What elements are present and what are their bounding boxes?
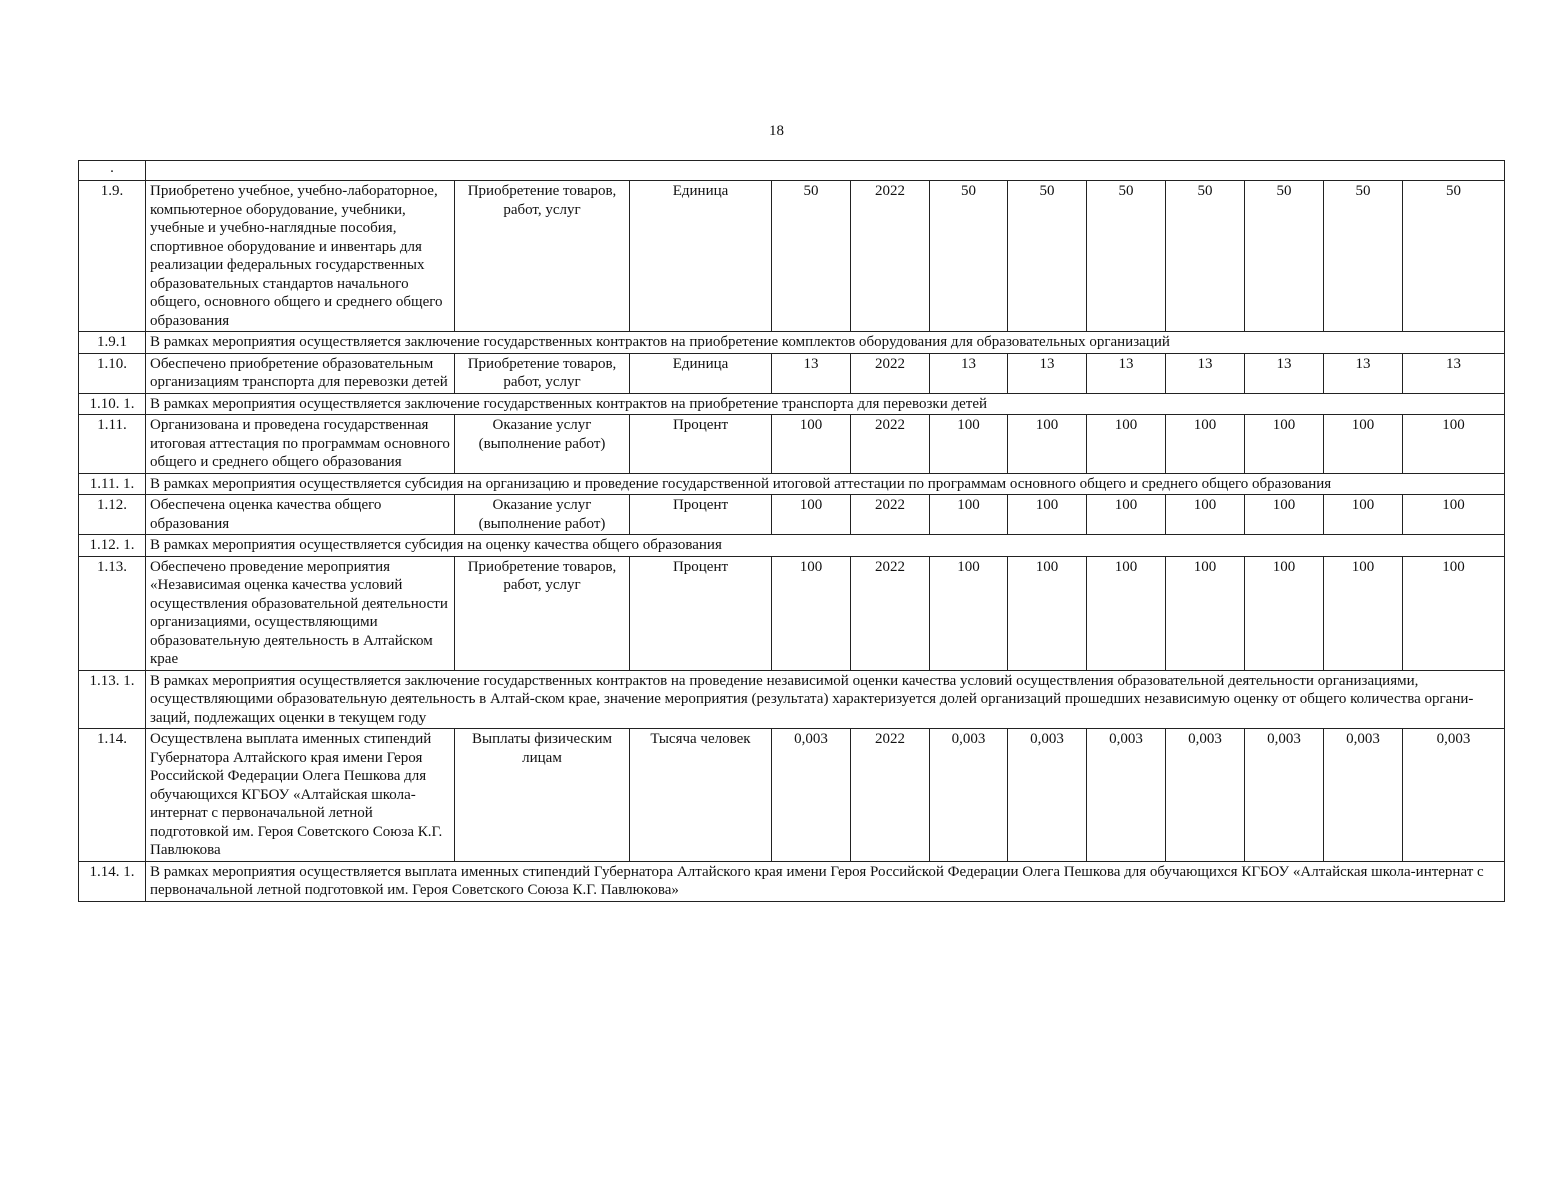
- row-base-value: 0,003: [772, 729, 851, 862]
- row-target-value: 100: [1166, 556, 1245, 670]
- row-base-value: 100: [772, 495, 851, 535]
- row-target-value: 0,003: [1324, 729, 1403, 862]
- row-description: Обеспечено проведение мероприятия «Независимая оценка качества условий осуществления образовательной деятельности организациями, осуществляющими образовательную деятельность в Алтайском крае: [146, 556, 455, 670]
- row-base-year: 2022: [851, 556, 930, 670]
- row-target-value: 100: [1087, 495, 1166, 535]
- row-target-value: 13: [1087, 353, 1166, 393]
- row-type: Приобретение товаров, работ, услуг: [455, 556, 630, 670]
- row-target-value: 100: [1403, 495, 1505, 535]
- row-target-value: 100: [1245, 495, 1324, 535]
- row-number: 1.12. 1.: [79, 535, 146, 557]
- indicator-row: [79, 556, 1505, 670]
- table-top-strip: [79, 161, 1505, 181]
- row-number: 1.10.: [79, 353, 146, 393]
- row-target-value: 50: [1087, 181, 1166, 332]
- row-note: В рамках мероприятия осуществляется заключение государственных контрактов на приобретение комплектов оборудования для образовательных организаций: [146, 332, 1505, 354]
- row-number: 1.14.: [79, 729, 146, 862]
- row-target-value: 100: [1324, 556, 1403, 670]
- row-target-value: 50: [1324, 181, 1403, 332]
- row-target-value: 13: [1008, 353, 1087, 393]
- row-base-value: 50: [772, 181, 851, 332]
- row-number: 1.10. 1.: [79, 393, 146, 415]
- row-target-value: 100: [1087, 556, 1166, 670]
- row-unit: Единица: [630, 181, 772, 332]
- row-target-value: 0,003: [1403, 729, 1505, 862]
- row-type: Оказание услуг (выполнение работ): [455, 415, 630, 474]
- row-target-value: 13: [1403, 353, 1505, 393]
- row-unit: Процент: [630, 415, 772, 474]
- note-row: [79, 861, 1505, 901]
- note-row: [79, 332, 1505, 354]
- row-target-value: 100: [1403, 415, 1505, 474]
- row-description: Обеспечена оценка качества общего образования: [146, 495, 455, 535]
- row-number: 1.13. 1.: [79, 670, 146, 729]
- row-target-value: 100: [930, 556, 1008, 670]
- row-target-value: 100: [930, 495, 1008, 535]
- row-target-value: 50: [1008, 181, 1087, 332]
- row-number: 1.9.1: [79, 332, 146, 354]
- row-base-value: 13: [772, 353, 851, 393]
- row-type: Приобретение товаров, работ, услуг: [455, 181, 630, 332]
- row-target-value: 100: [1324, 415, 1403, 474]
- row-target-value: 13: [1245, 353, 1324, 393]
- row-target-value: 100: [1166, 415, 1245, 474]
- row-base-year: 2022: [851, 181, 930, 332]
- row-base-year: 2022: [851, 415, 930, 474]
- row-target-value: 50: [1245, 181, 1324, 332]
- row-note: В рамках мероприятия осуществляется субсидия на оценку качества общего образования: [146, 535, 1505, 557]
- row-target-value: 0,003: [1166, 729, 1245, 862]
- row-target-value: 100: [1008, 556, 1087, 670]
- row-unit: Процент: [630, 556, 772, 670]
- row-unit: Процент: [630, 495, 772, 535]
- indicator-row: [79, 415, 1505, 474]
- row-target-value: 0,003: [1087, 729, 1166, 862]
- row-target-value: 100: [1008, 415, 1087, 474]
- row-note: В рамках мероприятия осуществляется заключение государственных контрактов на приобретение транспорта для перевозки детей: [146, 393, 1505, 415]
- row-target-value: 100: [930, 415, 1008, 474]
- row-target-value: 100: [1324, 495, 1403, 535]
- top-strip-body: [146, 161, 1505, 181]
- note-row: [79, 393, 1505, 415]
- row-number: 1.11.: [79, 415, 146, 474]
- row-target-value: 100: [1403, 556, 1505, 670]
- row-type: Приобретение товаров, работ, услуг: [455, 353, 630, 393]
- indicator-row: [79, 729, 1505, 862]
- row-base-value: 100: [772, 556, 851, 670]
- row-description: Приобретено учебное, учебно-лабораторное, компьютерное оборудование, учебники, учебные и учебно-наглядные пособия, спортивное оборудование и инвентарь для реализации федеральных государственных образовательных стандартов начального общего, основного общего и среднего общего образования: [146, 181, 455, 332]
- row-base-year: 2022: [851, 729, 930, 862]
- row-type: Оказание услуг (выполнение работ): [455, 495, 630, 535]
- row-type: Выплаты физическим лицам: [455, 729, 630, 862]
- measures-table: [78, 160, 1505, 902]
- row-target-value: 100: [1245, 556, 1324, 670]
- row-unit: Единица: [630, 353, 772, 393]
- row-target-value: 50: [930, 181, 1008, 332]
- row-base-year: 2022: [851, 353, 930, 393]
- row-description: Обеспечено приобретение образовательным организациям транспорта для перевозки детей: [146, 353, 455, 393]
- row-number: 1.14. 1.: [79, 861, 146, 901]
- indicator-row: [79, 181, 1505, 332]
- row-target-value: 13: [1324, 353, 1403, 393]
- row-note: В рамках мероприятия осуществляется заключение государственных контрактов на проведение независимой оценки качества условий осуществления образовательной деятельности организациями, осуществляющими образовательную деятельность в Алтай-ском крае, значение мероприятия (результата) характеризуется долей организаций прошедших независимую оценку от общего количества органи-заций, подлежащих оценки в текущем году: [146, 670, 1505, 729]
- note-row: [79, 473, 1505, 495]
- row-description: Организована и проведена государственная итоговая аттестация по программам основного общего и среднего общего образования: [146, 415, 455, 474]
- row-target-value: 50: [1166, 181, 1245, 332]
- indicator-row: [79, 495, 1505, 535]
- row-target-value: 13: [1166, 353, 1245, 393]
- row-target-value: 100: [1008, 495, 1087, 535]
- row-note: В рамках мероприятия осуществляется выплата именных стипендий Губернатора Алтайского края имени Героя Российской Федерации Олега Пешкова для обучающихся КГБОУ «Алтайская школа-интернат с первоначальной летной подготовкой им. Героя Советского Союза К.Г. Павлюкова»: [146, 861, 1505, 901]
- indicator-row: [79, 353, 1505, 393]
- note-row: [79, 670, 1505, 729]
- row-target-value: 13: [930, 353, 1008, 393]
- row-note: В рамках мероприятия осуществляется субсидия на организацию и проведение государственной итоговой аттестации по программам основного общего и среднего общего образования: [146, 473, 1505, 495]
- row-target-value: 50: [1403, 181, 1505, 332]
- row-base-year: 2022: [851, 495, 930, 535]
- row-target-value: 0,003: [930, 729, 1008, 862]
- row-unit: Тысяча человек: [630, 729, 772, 862]
- row-target-value: 0,003: [1008, 729, 1087, 862]
- row-number: 1.12.: [79, 495, 146, 535]
- row-description: Осуществлена выплата именных стипендий Губернатора Алтайского края имени Героя Российской Федерации Олега Пешкова для обучающихся КГБОУ «Алтайская школа-интернат с первоначальной летной подготовкой им. Героя Советского Союза К.Г. Павлюкова: [146, 729, 455, 862]
- row-number: 1.9.: [79, 181, 146, 332]
- row-target-value: 0,003: [1245, 729, 1324, 862]
- row-number: 1.13.: [79, 556, 146, 670]
- top-strip-mark: .: [79, 161, 146, 181]
- row-target-value: 100: [1087, 415, 1166, 474]
- row-target-value: 100: [1245, 415, 1324, 474]
- row-target-value: 100: [1166, 495, 1245, 535]
- row-base-value: 100: [772, 415, 851, 474]
- row-number: 1.11. 1.: [79, 473, 146, 495]
- note-row: [79, 535, 1505, 557]
- page-number: 18: [769, 123, 784, 139]
